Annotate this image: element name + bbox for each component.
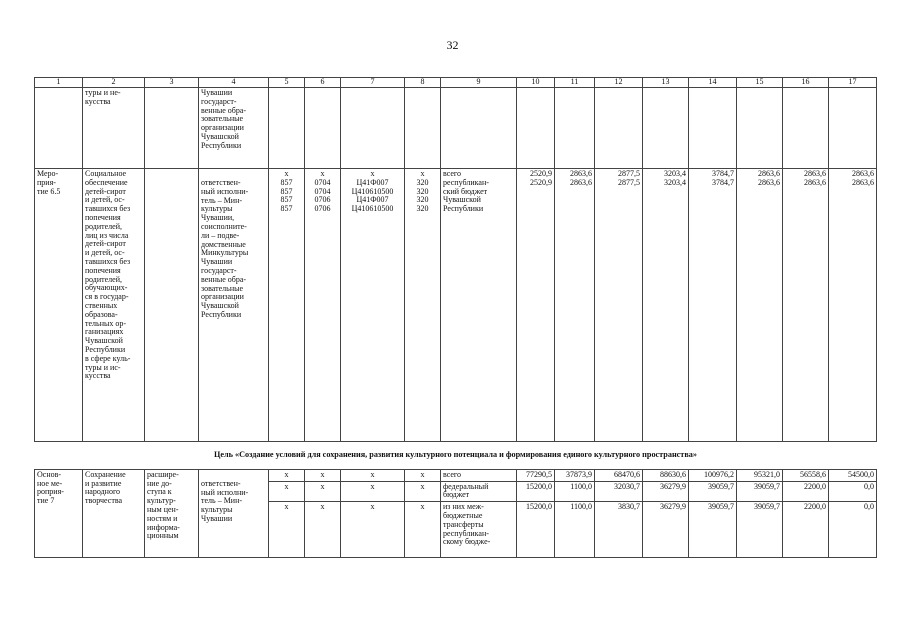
text-line: ционным xyxy=(147,531,179,541)
text-line: ся в государ- xyxy=(85,292,129,302)
text-line: бюджетные xyxy=(443,510,483,520)
column-number: 13 xyxy=(643,78,689,88)
text-line: Основ- xyxy=(37,469,62,479)
event-description xyxy=(83,469,145,557)
text-line: ли – подве- xyxy=(201,230,240,240)
text-line: тавшихся без xyxy=(85,256,131,266)
text-line: тель – Мин- xyxy=(201,496,243,506)
text-line: 857 xyxy=(280,186,293,196)
text-line: x xyxy=(284,169,289,178)
text-line: 857 xyxy=(280,204,293,214)
text-line: ский бюджет xyxy=(443,186,488,196)
text-line: и детей, ос- xyxy=(85,195,125,205)
text-line: Ц41Ф007 xyxy=(356,177,389,187)
year-value: 0,0 xyxy=(829,481,877,502)
text-line: детей-сирот xyxy=(85,186,126,196)
text-line: государст- xyxy=(201,96,237,106)
page-number: 32 xyxy=(446,38,459,52)
text-line: 0704 xyxy=(314,186,331,196)
code-cell: x xyxy=(405,469,441,481)
text-line: туры и ис- xyxy=(85,362,121,372)
goal-row xyxy=(35,442,877,470)
text-line: ное ме- xyxy=(37,478,63,488)
text-line: 320 xyxy=(416,186,429,196)
text-line: 2863,6 xyxy=(758,169,780,178)
text-line: Республики xyxy=(443,204,484,214)
text-line: туры и не- xyxy=(85,88,121,97)
text-line: 2520,9 xyxy=(530,169,552,178)
text-line: ступа к xyxy=(147,487,172,497)
year-values xyxy=(737,169,783,442)
text-line: лиц из числа xyxy=(85,230,129,240)
text-line: ганизациях xyxy=(85,327,124,337)
text-line: тель – Мин- xyxy=(201,195,243,205)
text-line: ственных xyxy=(85,300,118,310)
text-line: 3203,4 xyxy=(664,177,686,187)
funding-source xyxy=(441,502,517,558)
text-line: и развитие xyxy=(85,478,122,488)
text-line: x xyxy=(420,169,425,178)
text-line: кусства xyxy=(85,96,111,106)
text-line: трансферты xyxy=(443,519,484,529)
text-line: тельных ор- xyxy=(85,318,127,328)
text-line: и детей, ос- xyxy=(85,248,125,258)
text-line: Республики xyxy=(201,140,242,150)
text-line: 2863,6 xyxy=(804,177,826,187)
text-line: творчества xyxy=(85,496,123,506)
continuation-col4 xyxy=(199,88,269,169)
text-line: 0706 xyxy=(314,195,331,205)
text-line: 320 xyxy=(416,177,429,187)
column-number: 17 xyxy=(829,78,877,88)
year-values xyxy=(643,169,689,442)
code-cell: x xyxy=(341,502,405,558)
text-line: республикан- xyxy=(443,177,489,187)
text-line: государст- xyxy=(201,265,237,275)
text-line: Чувашии, xyxy=(201,213,235,223)
year-value: 39059,7 xyxy=(737,502,783,558)
text-line: ответствен- xyxy=(201,478,241,488)
text-line: организации xyxy=(201,292,244,302)
section-codes xyxy=(305,169,341,442)
year-value: 88630,6 xyxy=(643,469,689,481)
text-line: x xyxy=(370,169,375,178)
year-value: 54500,0 xyxy=(829,469,877,481)
column-number: 4 xyxy=(199,78,269,88)
text-line: обеспечение xyxy=(85,177,128,187)
text-line: ный исполни- xyxy=(201,487,249,497)
text-line: Чувашии xyxy=(201,257,233,267)
text-line: тавшихся без xyxy=(85,204,131,214)
column-number: 1 xyxy=(35,78,83,88)
code-cell: x xyxy=(341,481,405,502)
column-number: 7 xyxy=(341,78,405,88)
text-line: 2863,6 xyxy=(570,169,592,178)
year-value: 56558,6 xyxy=(783,469,829,481)
text-line: 2863,6 xyxy=(852,169,874,178)
goal-title: Цель «Создание условий для сохранения, развития культурного потенциала и формирования единого культурного пространства» xyxy=(35,442,877,470)
text-line: 2863,6 xyxy=(758,177,780,187)
funding-source xyxy=(441,481,517,502)
text-line: родителей, xyxy=(85,221,122,231)
code-cell: x xyxy=(269,481,305,502)
column-number: 12 xyxy=(595,78,643,88)
text-line: Ц41Ф007 xyxy=(356,195,389,205)
text-line: Чувашии xyxy=(201,88,233,97)
year-value: 100976,2 xyxy=(689,469,737,481)
text-line: ответствен- xyxy=(201,178,241,187)
year-values xyxy=(829,169,877,442)
text-line: детей-сирот xyxy=(85,239,126,249)
text-line: расшире- xyxy=(147,469,179,479)
text-line: попечения xyxy=(85,265,121,275)
text-line: тие 6.5 xyxy=(37,186,61,196)
year-value: 32030,7 xyxy=(595,481,643,502)
column-number: 14 xyxy=(689,78,737,88)
code-cell: x xyxy=(269,502,305,558)
text-line: 857 xyxy=(280,195,293,205)
year-value: 1100,0 xyxy=(555,502,595,558)
text-line: 2520,9 xyxy=(530,177,552,187)
year-value: 3830,7 xyxy=(595,502,643,558)
text-line: Чувашской xyxy=(85,336,123,346)
text-line: венные обра- xyxy=(201,105,247,115)
code-cell: x xyxy=(269,469,305,481)
funding-source xyxy=(441,469,517,481)
text-line: 2863,6 xyxy=(804,169,826,178)
year-value: 2200,0 xyxy=(783,502,829,558)
expense-type-codes xyxy=(405,169,441,442)
text-line: 0704 xyxy=(314,177,331,187)
code-cell: x xyxy=(305,481,341,502)
text-line: Меро- xyxy=(37,169,59,178)
text-line: соисполните- xyxy=(201,221,247,231)
text-line: обучающих- xyxy=(85,283,128,293)
funding-sources xyxy=(441,169,517,442)
year-values xyxy=(689,169,737,442)
text-line: роприя- xyxy=(37,487,64,497)
text-line: культуры xyxy=(201,204,233,214)
text-line: Минкультуры xyxy=(201,248,249,258)
year-value: 15200,0 xyxy=(517,502,555,558)
text-line: из них меж- xyxy=(443,502,484,512)
text-line: Чувашской xyxy=(201,131,239,141)
text-line: зовательные xyxy=(201,114,244,124)
text-line: культур- xyxy=(147,496,176,506)
year-value: 2200,0 xyxy=(783,481,829,502)
text-line: ный исполни- xyxy=(201,186,249,196)
text-line: попечения xyxy=(85,212,121,222)
year-value: 0,0 xyxy=(829,502,877,558)
measure-executor xyxy=(199,169,269,442)
text-line: x xyxy=(320,169,325,178)
text-line: 320 xyxy=(416,204,429,214)
table-row xyxy=(35,169,877,442)
text-line: федеральный xyxy=(443,481,489,491)
code-cell: x xyxy=(405,481,441,502)
text-line: домственные xyxy=(201,239,246,249)
code-cell: x xyxy=(305,469,341,481)
text-line: 857 xyxy=(280,177,293,187)
measure-label xyxy=(35,169,83,442)
table-row xyxy=(35,469,877,481)
year-value: 39059,7 xyxy=(737,481,783,502)
text-line: 3203,4 xyxy=(664,169,686,178)
text-line: народного xyxy=(85,487,121,497)
text-line: республикан- xyxy=(443,528,489,538)
text-line: 2877,5 xyxy=(618,177,640,187)
text-line: Чувашской xyxy=(201,301,239,311)
text-line: зовательные xyxy=(201,283,244,293)
event-goal xyxy=(145,469,199,557)
year-value: 77290,5 xyxy=(517,469,555,481)
text-line: информа- xyxy=(147,522,180,532)
measure-description xyxy=(83,169,145,442)
column-number: 16 xyxy=(783,78,829,88)
text-line: 2863,6 xyxy=(852,177,874,187)
target-codes xyxy=(341,169,405,442)
text-line: культуры xyxy=(201,505,233,515)
code-cell: x xyxy=(341,469,405,481)
column-number: 8 xyxy=(405,78,441,88)
year-values xyxy=(783,169,829,442)
text-line: венные обра- xyxy=(201,274,247,284)
event-label xyxy=(35,469,83,557)
year-value: 39059,7 xyxy=(689,481,737,502)
year-values xyxy=(595,169,643,442)
text-line: 0706 xyxy=(314,204,331,214)
column-number: 6 xyxy=(305,78,341,88)
year-value: 1100,0 xyxy=(555,481,595,502)
event-executor xyxy=(199,469,269,557)
text-line: скому бюдже- xyxy=(443,537,491,547)
year-values xyxy=(555,169,595,442)
text-line: ностям и xyxy=(147,513,178,523)
text-line: тие 7 xyxy=(37,496,55,506)
header-row xyxy=(35,78,877,88)
column-number: 11 xyxy=(555,78,595,88)
year-values xyxy=(517,169,555,442)
text-line: 2877,5 xyxy=(618,169,640,178)
text-line: ным цен- xyxy=(147,504,179,514)
column-number: 3 xyxy=(145,78,199,88)
text-line: Республики xyxy=(201,309,242,319)
text-line: 3784,7 xyxy=(712,177,734,187)
column-number: 5 xyxy=(269,78,305,88)
text-line: Сохранение xyxy=(85,469,126,479)
text-line: образова- xyxy=(85,309,118,319)
budget-table xyxy=(34,77,877,558)
text-line: ние до- xyxy=(147,478,172,488)
text-line: родителей, xyxy=(85,274,122,284)
text-line: 3784,7 xyxy=(712,169,734,178)
year-value: 95321,0 xyxy=(737,469,783,481)
year-value: 39059,7 xyxy=(689,502,737,558)
text-line: Ц410610500 xyxy=(351,186,394,196)
code-cell: x xyxy=(305,502,341,558)
text-line: организации xyxy=(201,123,244,133)
text-line: Чувашской xyxy=(443,195,481,205)
text-line: Ц410610500 xyxy=(351,204,394,214)
text-line: Социальное xyxy=(85,169,127,178)
text-line: всего xyxy=(443,169,462,178)
year-value: 15200,0 xyxy=(517,481,555,502)
text-line: 320 xyxy=(416,195,429,205)
year-value: 36279,9 xyxy=(643,481,689,502)
text-line: 2863,6 xyxy=(570,177,592,187)
text-line: кусства xyxy=(85,371,111,381)
column-number: 2 xyxy=(83,78,145,88)
text-line: Чувашии xyxy=(201,513,233,523)
text-line: всего xyxy=(443,469,462,479)
table-row xyxy=(35,88,877,169)
code-cell: x xyxy=(405,502,441,558)
year-value: 36279,9 xyxy=(643,502,689,558)
column-number: 15 xyxy=(737,78,783,88)
year-value: 37873,9 xyxy=(555,469,595,481)
text-line: в сфере куль- xyxy=(85,353,131,363)
column-number: 9 xyxy=(441,78,517,88)
continuation-col2 xyxy=(83,88,145,169)
year-value: 68470,6 xyxy=(595,469,643,481)
grbs-codes xyxy=(269,169,305,442)
text-line: Республики xyxy=(85,344,126,354)
column-number: 10 xyxy=(517,78,555,88)
text-line: прия- xyxy=(37,177,56,187)
text-line: бюджет xyxy=(443,490,470,500)
